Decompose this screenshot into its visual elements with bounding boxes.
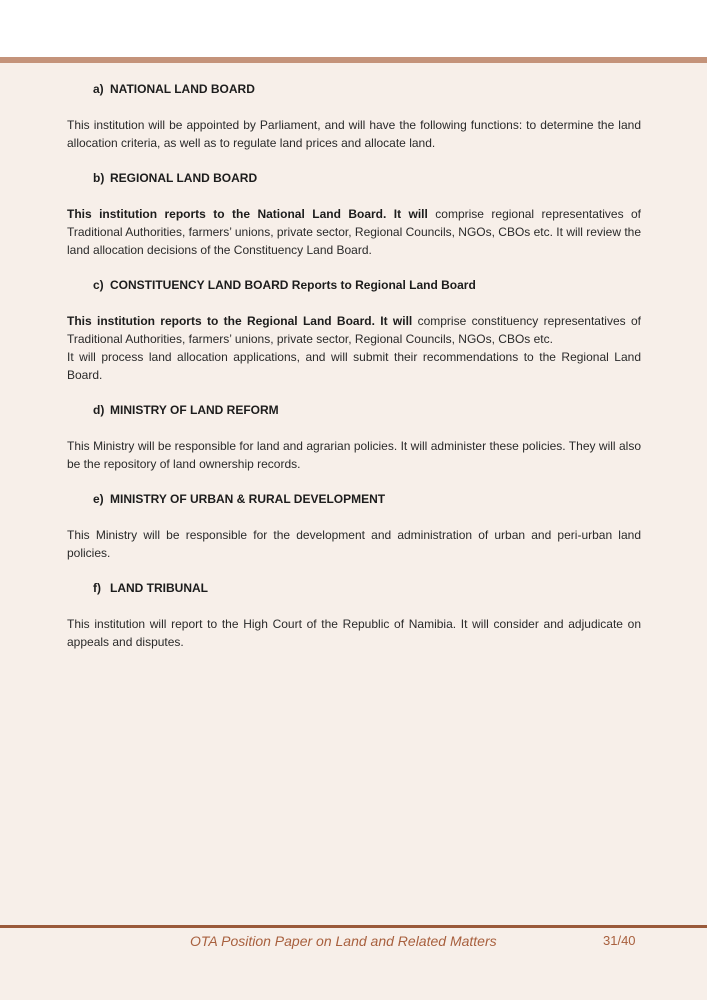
section-heading-ministry-of-land-reform bbox=[93, 401, 641, 419]
section-title: MINISTRY OF LAND REFORM bbox=[110, 403, 279, 417]
section-body-constituency-land-board bbox=[67, 312, 641, 384]
section-text-bold: This institution reports to the National Land Board. It will bbox=[67, 207, 428, 221]
section-heading-national-land-board bbox=[93, 80, 641, 98]
section-marker: a) bbox=[93, 82, 104, 96]
section-heading-regional-land-board bbox=[93, 169, 641, 187]
section-title: REGIONAL LAND BOARD bbox=[110, 171, 258, 185]
section-title: NATIONAL LAND BOARD bbox=[110, 82, 255, 96]
section-text-extra: It will process land allocation applications, and will submit their recommendations to the Regional Land Board. bbox=[67, 350, 641, 382]
footer-divider bbox=[0, 925, 707, 928]
section-marker: c) bbox=[93, 278, 104, 292]
section-heading-ministry-of-urban-rural-development bbox=[93, 490, 641, 508]
section-marker: f) bbox=[93, 581, 101, 595]
section-title: MINISTRY OF URBAN & RURAL DEVELOPMENT bbox=[110, 492, 386, 506]
section-text: This Ministry will be responsible for the development and administration of urban and peri-urban land policies. bbox=[67, 528, 641, 560]
page-number: 31/40 bbox=[603, 933, 636, 948]
header-divider bbox=[0, 57, 707, 63]
section-body-regional-land-board bbox=[67, 205, 641, 259]
section-text: This institution will report to the High Court of the Republic of Namibia. It will consider and adjudicate on appeals and disputes. bbox=[67, 617, 641, 649]
section-marker: b) bbox=[93, 171, 105, 185]
footer-title: OTA Position Paper on Land and Related Matters bbox=[190, 933, 497, 949]
section-body-land-tribunal bbox=[67, 615, 641, 651]
section-text: This institution will be appointed by Parliament, and will have the following functions: to determine the land allocation criteria, as well as to regulate land prices and allocate land. bbox=[67, 118, 641, 150]
section-title: LAND TRIBUNAL bbox=[110, 581, 208, 595]
page-content bbox=[67, 80, 641, 668]
section-text: This Ministry will be responsible for land and agrarian policies. It will administer these policies. They will also be the repository of land ownership records. bbox=[67, 439, 641, 471]
section-title: CONSTITUENCY LAND BOARD Reports to Regional Land Board bbox=[110, 278, 476, 292]
section-marker: d) bbox=[93, 403, 105, 417]
section-marker: e) bbox=[93, 492, 104, 506]
section-text-bold: This institution reports to the Regional Land Board. It will bbox=[67, 314, 413, 328]
section-text: comprise constituency representatives of Traditional Authorities, farmers’ unions, private sector, Regional Councils, NGOs, CBOs etc. bbox=[67, 314, 641, 346]
section-heading-constituency-land-board bbox=[93, 276, 641, 294]
section-heading-land-tribunal bbox=[93, 579, 641, 597]
section-body-ministry-of-urban-rural-development bbox=[67, 526, 641, 562]
section-body-ministry-of-land-reform bbox=[67, 437, 641, 473]
section-text: comprise regional representatives of Traditional Authorities, farmers’ unions, private sector, Regional Councils, NGOs, CBOs etc. It will review the land allocation decisions of the Constituency Land Board. bbox=[67, 207, 642, 257]
section-body-national-land-board bbox=[67, 116, 641, 152]
